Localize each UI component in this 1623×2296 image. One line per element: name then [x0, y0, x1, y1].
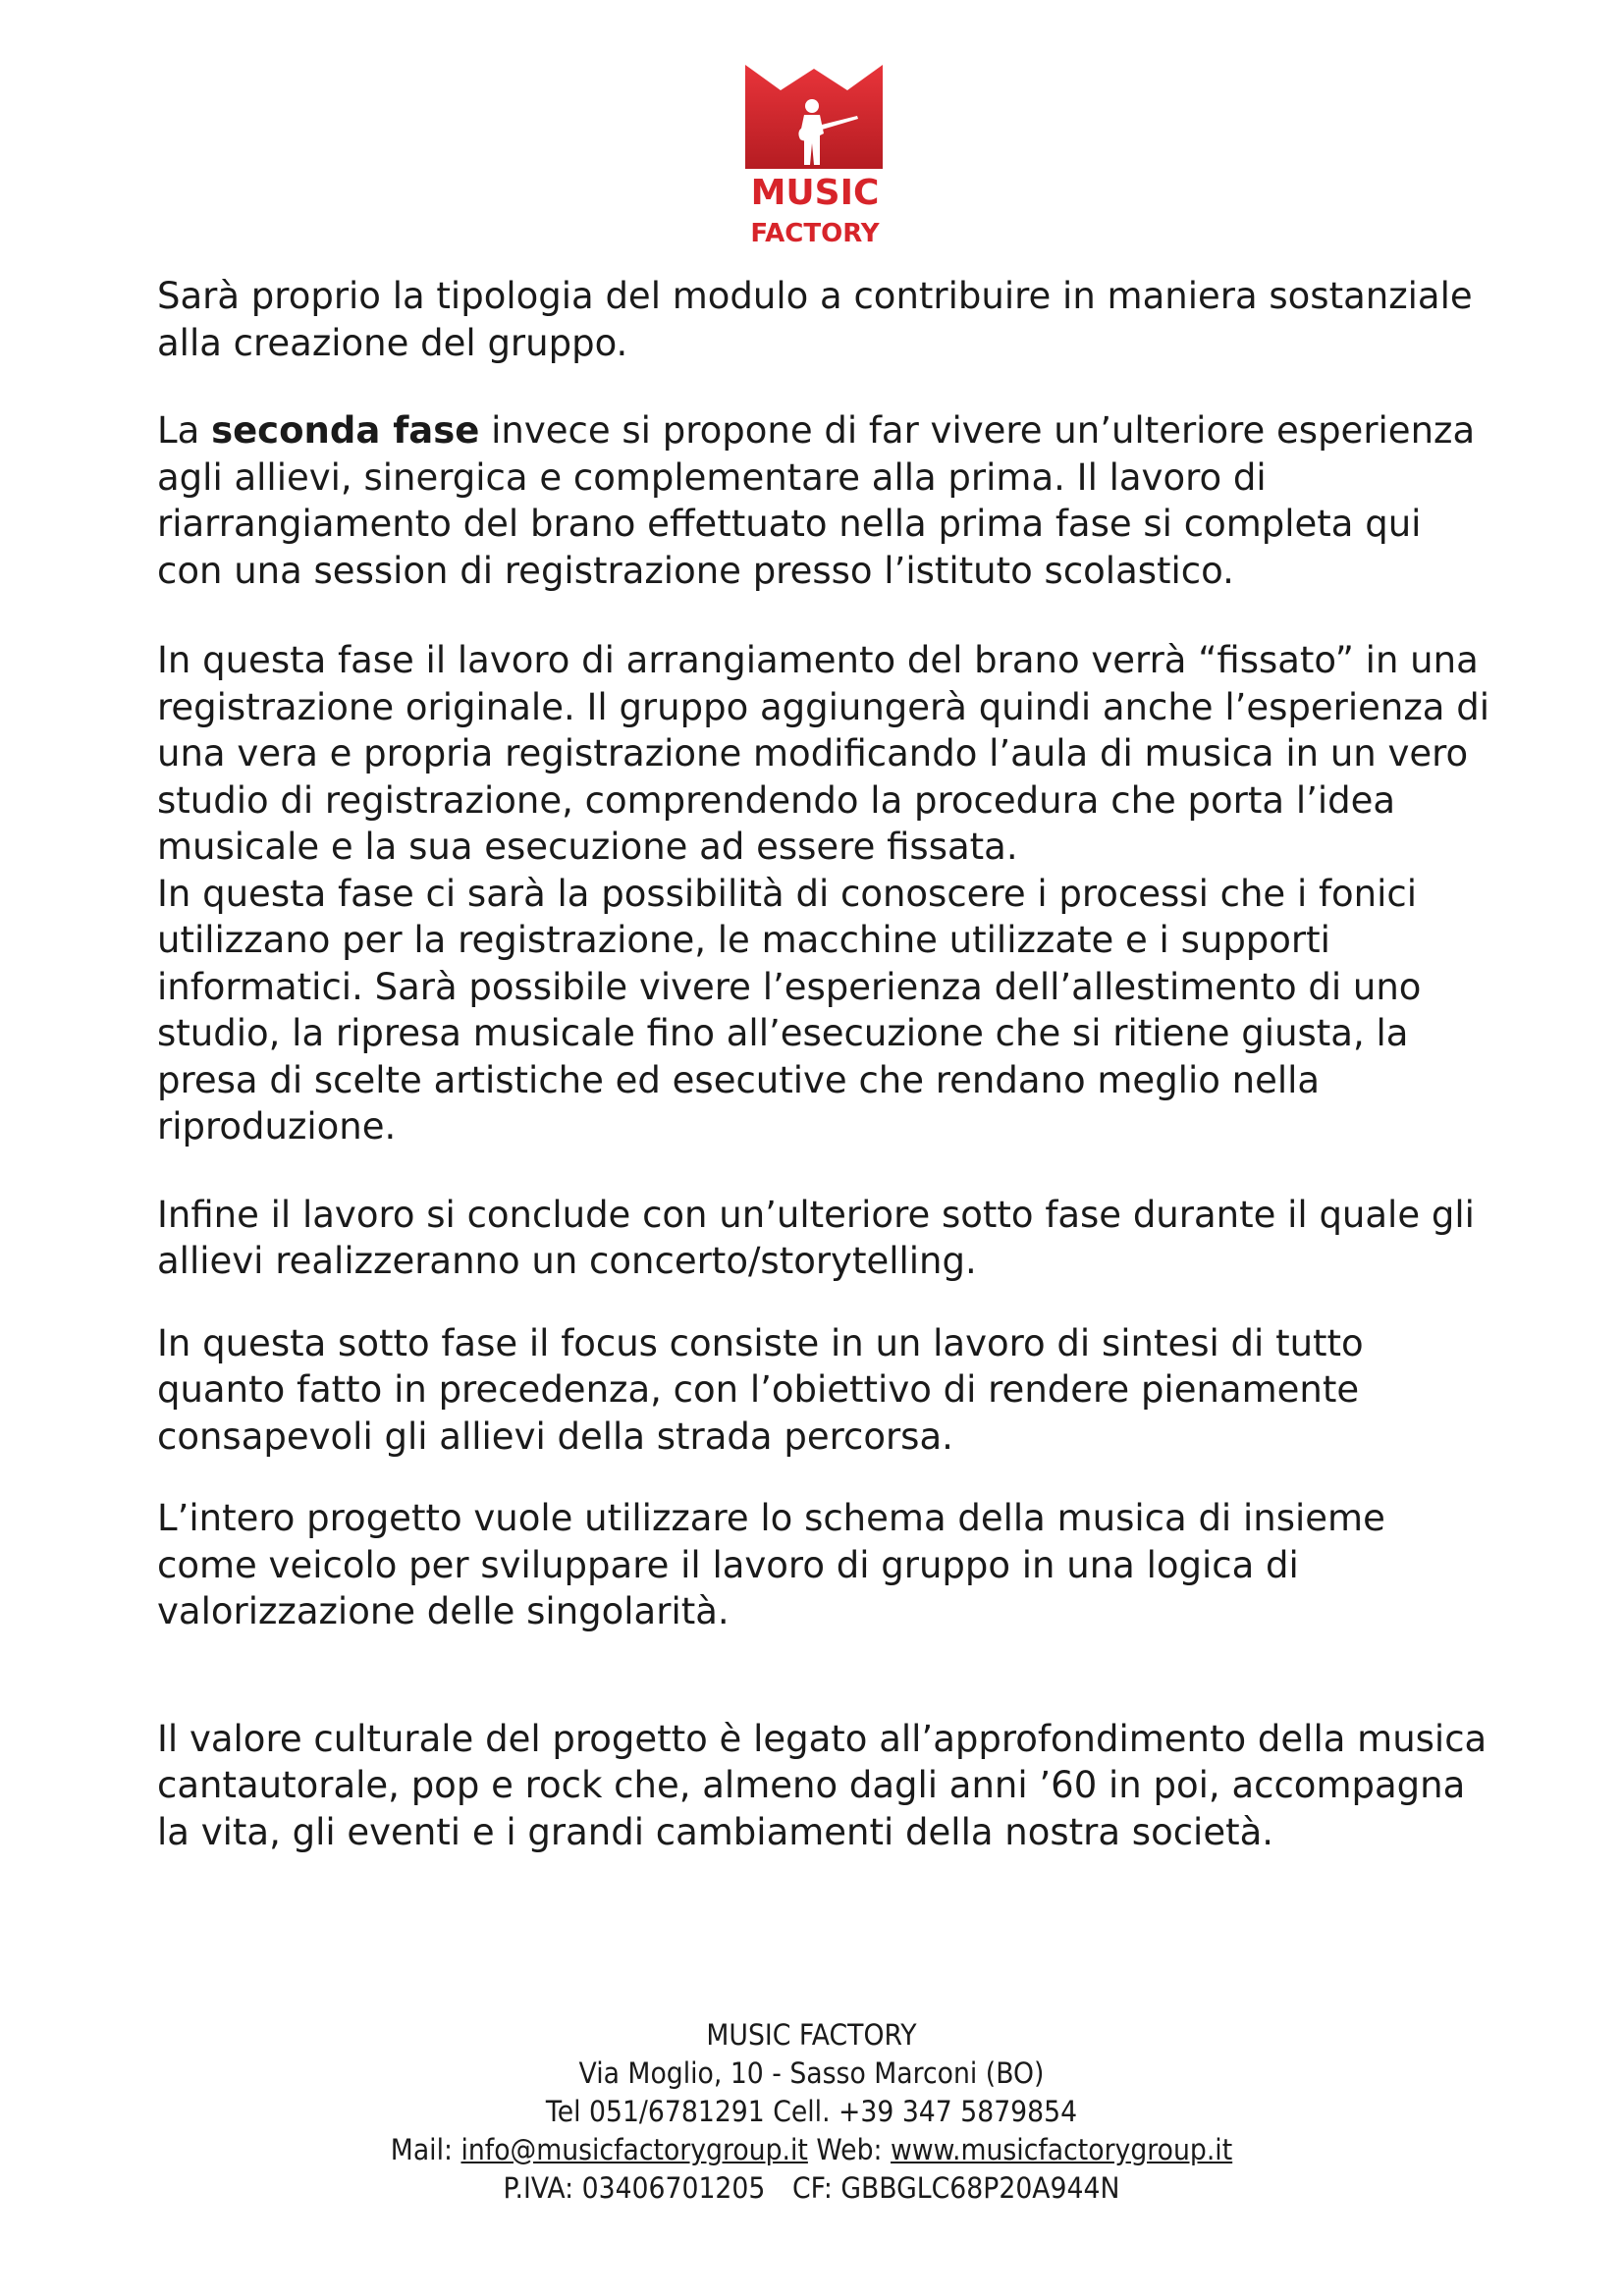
- paragraph-2: [157, 407, 1492, 594]
- paragraph-2-intro: La: [157, 409, 212, 452]
- paragraph-3: In questa fase il lavoro di arrangiamento del brano verrà “fissato” in una registrazione originale. Il gruppo aggiungerà quindi anche l’esperienza di una vera e propria registrazione modificando l’aula di musica in un vero studio di registrazione, comprendendo la procedura che porta l’idea musicale e la sua esecuzione ad essere fissata.: [157, 639, 1489, 868]
- paragraph-6: In questa sotto fase il focus consiste in un lavoro di sintesi di tutto quanto fatto in precedenza, con l’obiettivo di rendere pienamente consapevoli gli allievi della strada percorsa.: [157, 1321, 1364, 1458]
- music-factory-logo: [741, 59, 889, 250]
- footer-cf: CF: GBBGLC68P20A944N: [791, 2171, 1120, 2205]
- paragraph-5: Infine il lavoro si conclude con un’ulteriore sotto fase durante il quale gli allievi realizzeranno un concerto/storytelling.: [157, 1193, 1475, 1282]
- paragraph-4: In questa fase ci sarà la possibilità di conoscere i processi che i fonici utilizzano per la registrazione, le macchine utilizzate e i supporti informatici. Sarà possibile vivere l’esperienza dell’allestimento di uno studio, la ripresa musicale fino all’esecuzione che si ritiene giusta, la presa di scelte artistiche ed esecutive che rendano meglio nella riproduzione.: [157, 872, 1422, 1148]
- footer-phone: Tel 051/6781291 Cell. +39 347 5879854: [545, 2095, 1078, 2128]
- footer-contacts: [65, 2131, 1558, 2169]
- logo-text-factory: FACTORY: [750, 219, 880, 248]
- footer-web-link[interactable]: www.musicfactorygroup.it: [891, 2133, 1233, 2166]
- footer-web-label: Web:: [807, 2133, 891, 2166]
- footer-mail-link[interactable]: info@musicfactorygroup.it: [460, 2133, 808, 2166]
- logo-text-music: MUSIC: [750, 173, 880, 213]
- paragraph-2-rest: invece si propone di far vivere un’ulteriore esperienza agli allievi, sinergica e complementare alla prima. Il lavoro di riarrangiamento del brano effettuato nella prima fase si completa qui con una session di registrazione presso l’istituto scolastico.: [157, 409, 1476, 592]
- logo-mark: [741, 59, 889, 250]
- footer-address: Via Moglio, 10 - Sasso Marconi (BO): [578, 2056, 1045, 2090]
- page-footer: [65, 2016, 1558, 2208]
- paragraph-1: Sarà proprio la tipologia del modulo a contribuire in maniera sostanziale alla creazione del gruppo.: [157, 275, 1473, 364]
- paragraph-2-bold: seconda fase: [211, 409, 480, 452]
- footer-piva: P.IVA: 03406701205: [503, 2171, 766, 2205]
- footer-tax-ids: [65, 2169, 1558, 2208]
- document-body: [157, 273, 1492, 1855]
- paragraph-8: Il valore culturale del progetto è legato all’approfondimento della musica cantautorale, pop e rock che, almeno dagli anni ’60 in poi, accompagna la vita, gli eventi e i grandi cambiamenti della nostra società.: [157, 1717, 1488, 1853]
- footer-mail-label: Mail:: [390, 2133, 461, 2166]
- paragraph-7: L’intero progetto vuole utilizzare lo schema della musica di insieme come veicolo per sviluppare il lavoro di gruppo in una logica di valorizzazione delle singolarità.: [157, 1497, 1385, 1632]
- footer-company: MUSIC FACTORY: [706, 2018, 917, 2052]
